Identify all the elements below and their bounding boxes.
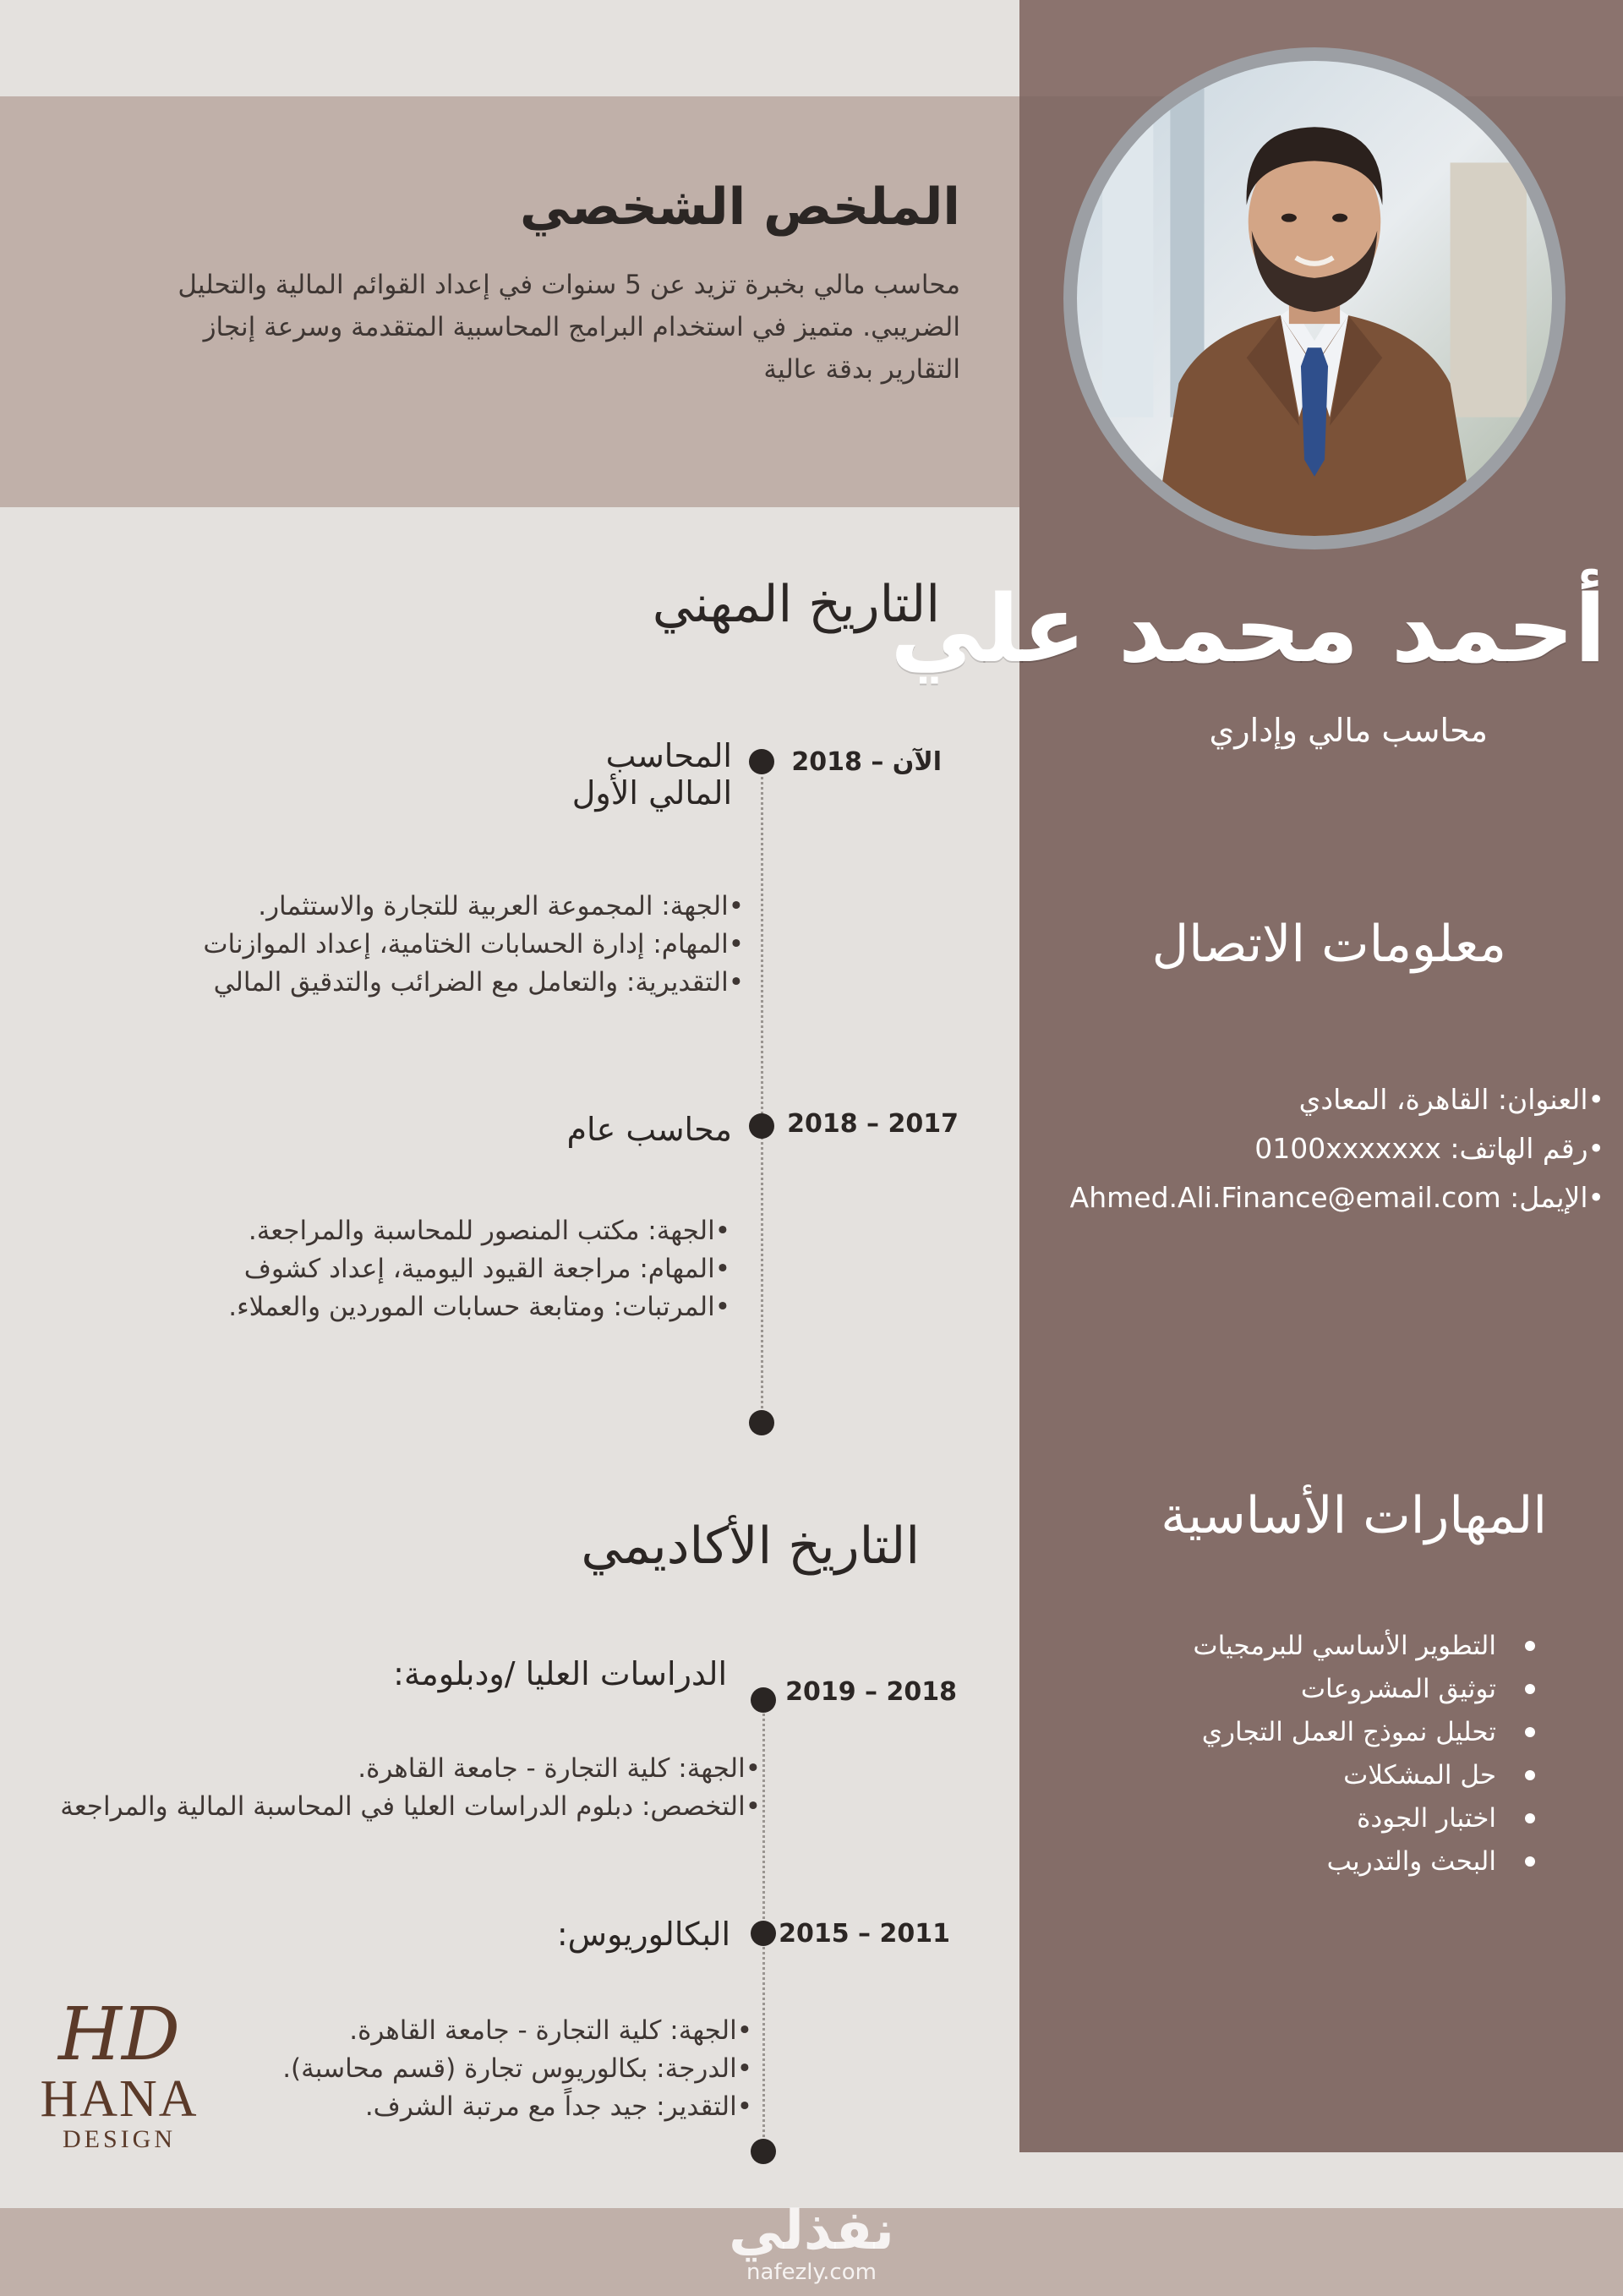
timeline-dot-icon xyxy=(751,1921,776,1946)
job-title: محاسب مالي وإداري xyxy=(1209,712,1488,749)
skill-label: التطوير الأساسي للبرمجيات xyxy=(1193,1631,1496,1661)
skill-item xyxy=(1193,1797,1496,1840)
watermark xyxy=(710,2201,913,2284)
bullet-dot-icon xyxy=(1525,1727,1535,1737)
academic-degree: الدراسات العليا /ودبلومة: xyxy=(393,1655,727,1692)
designer-logo xyxy=(30,1993,208,2154)
skill-item xyxy=(1193,1840,1496,1883)
career-role: محاسب عام xyxy=(566,1111,732,1148)
skill-label: حل المشكلات xyxy=(1343,1760,1496,1790)
career-detail-item: •المهام: مراجعة القيود اليومية، إعداد كشوف xyxy=(243,1254,730,1284)
timeline-dot-icon xyxy=(751,1687,776,1713)
skills-title: المهارات الأساسية xyxy=(1161,1486,1547,1545)
timeline-dot-icon xyxy=(749,1410,774,1435)
academic-detail-item: •الجهة: كلية التجارة - جامعة القاهرة. xyxy=(349,2015,752,2046)
timeline-dot-icon xyxy=(751,2139,776,2164)
bullet-dot-icon xyxy=(1525,1770,1535,1780)
career-details xyxy=(228,1212,730,1326)
timeline-dot-icon xyxy=(749,749,774,774)
contact-address: •العنوان: القاهرة، المعادي xyxy=(1298,1083,1604,1116)
watermark-brand: نفذلي xyxy=(729,2200,894,2262)
logo-name: HANA xyxy=(40,2070,199,2128)
skill-label: البحث والتدريب xyxy=(1326,1846,1496,1877)
career-detail-item: •الجهة: المجموعة العربية للتجارة والاستثمار. xyxy=(258,891,744,921)
skill-label: تحليل نموذج العمل التجاري xyxy=(1201,1717,1496,1747)
career-detail-item: •الجهة: مكتب المنصور للمحاسبة والمراجعة. xyxy=(248,1216,730,1246)
academic-detail-item: •التخصص: دبلوم الدراسات العليا في المحاسبة المالية والمراجعة xyxy=(60,1791,761,1822)
skill-item xyxy=(1193,1711,1496,1754)
skill-label: توثيق المشروعات xyxy=(1300,1674,1496,1704)
skill-item xyxy=(1193,1668,1496,1711)
skill-item xyxy=(1193,1754,1496,1797)
bullet-dot-icon xyxy=(1525,1684,1535,1694)
career-date: 2018 – 2017 xyxy=(787,1109,959,1139)
contact-email: •الإيمل: Ahmed.Ali.Finance@email.com xyxy=(1069,1181,1604,1214)
academic-degree: البكالوريوس: xyxy=(556,1916,730,1953)
career-details xyxy=(203,888,744,1002)
contact-list xyxy=(1070,1075,1604,1222)
profile-photo xyxy=(1063,47,1566,549)
bullet-dot-icon xyxy=(1525,1856,1535,1867)
career-detail-item: •المرتبات: ومتابعة حسابات الموردين والعملاء. xyxy=(228,1292,730,1322)
logo-subtitle: DESIGN xyxy=(63,2125,176,2153)
person-portrait-icon xyxy=(1077,61,1552,536)
bullet-dot-icon xyxy=(1525,1641,1535,1651)
bullet-dot-icon xyxy=(1525,1813,1535,1823)
career-role: المحاسب المالي الأول xyxy=(571,737,732,812)
academic-details xyxy=(60,1750,761,1826)
academic-history-title: التاريخ الأكاديمي xyxy=(581,1517,920,1576)
contact-phone: •رقم الهاتف: 0100xxxxxxx xyxy=(1254,1132,1604,1165)
career-history-title: التاريخ المهني xyxy=(652,575,940,634)
contact-title: معلومات الاتصال xyxy=(1151,915,1506,974)
academic-detail-item: •الجهة: كلية التجارة - جامعة القاهرة. xyxy=(358,1753,761,1784)
academic-details xyxy=(282,2012,752,2126)
logo-monogram: HD xyxy=(58,1993,180,2077)
career-date: الآن – 2018 xyxy=(791,747,942,777)
career-detail-item: •المهام: إدارة الحسابات الختامية، إعداد الموازنات xyxy=(203,929,744,959)
watermark-url: nafezly.com xyxy=(746,2260,877,2285)
academic-detail-item: •التقدير: جيد جداً مع مرتبة الشرف. xyxy=(364,2091,752,2122)
academic-date: 2019 – 2018 xyxy=(785,1677,957,1707)
skill-label: اختبار الجودة xyxy=(1357,1803,1496,1834)
career-detail-item: •التقديرية: والتعامل مع الضرائب والتدقيق المالي xyxy=(213,967,744,998)
skill-item xyxy=(1193,1625,1496,1668)
summary-text: محاسب مالي بخبرة تزيد عن 5 سنوات في إعداد القوائم المالية والتحليل الضريبي. متميز في استخدام البرامج المحاسبية المتقدمة وسرعة إنجاز التقارير بدقة عالية xyxy=(178,270,960,385)
career-timeline-line xyxy=(761,761,763,1424)
academic-date: 2015 – 2011 xyxy=(779,1919,950,1949)
timeline-dot-icon xyxy=(749,1113,774,1139)
academic-detail-item: •الدرجة: بكالوريوس تجارة (قسم محاسبة). xyxy=(282,2053,752,2084)
candidate-name: أحمد محمد علي xyxy=(890,575,1606,683)
skills-list xyxy=(1193,1625,1496,1883)
summary-title: الملخص الشخصي xyxy=(519,178,960,237)
